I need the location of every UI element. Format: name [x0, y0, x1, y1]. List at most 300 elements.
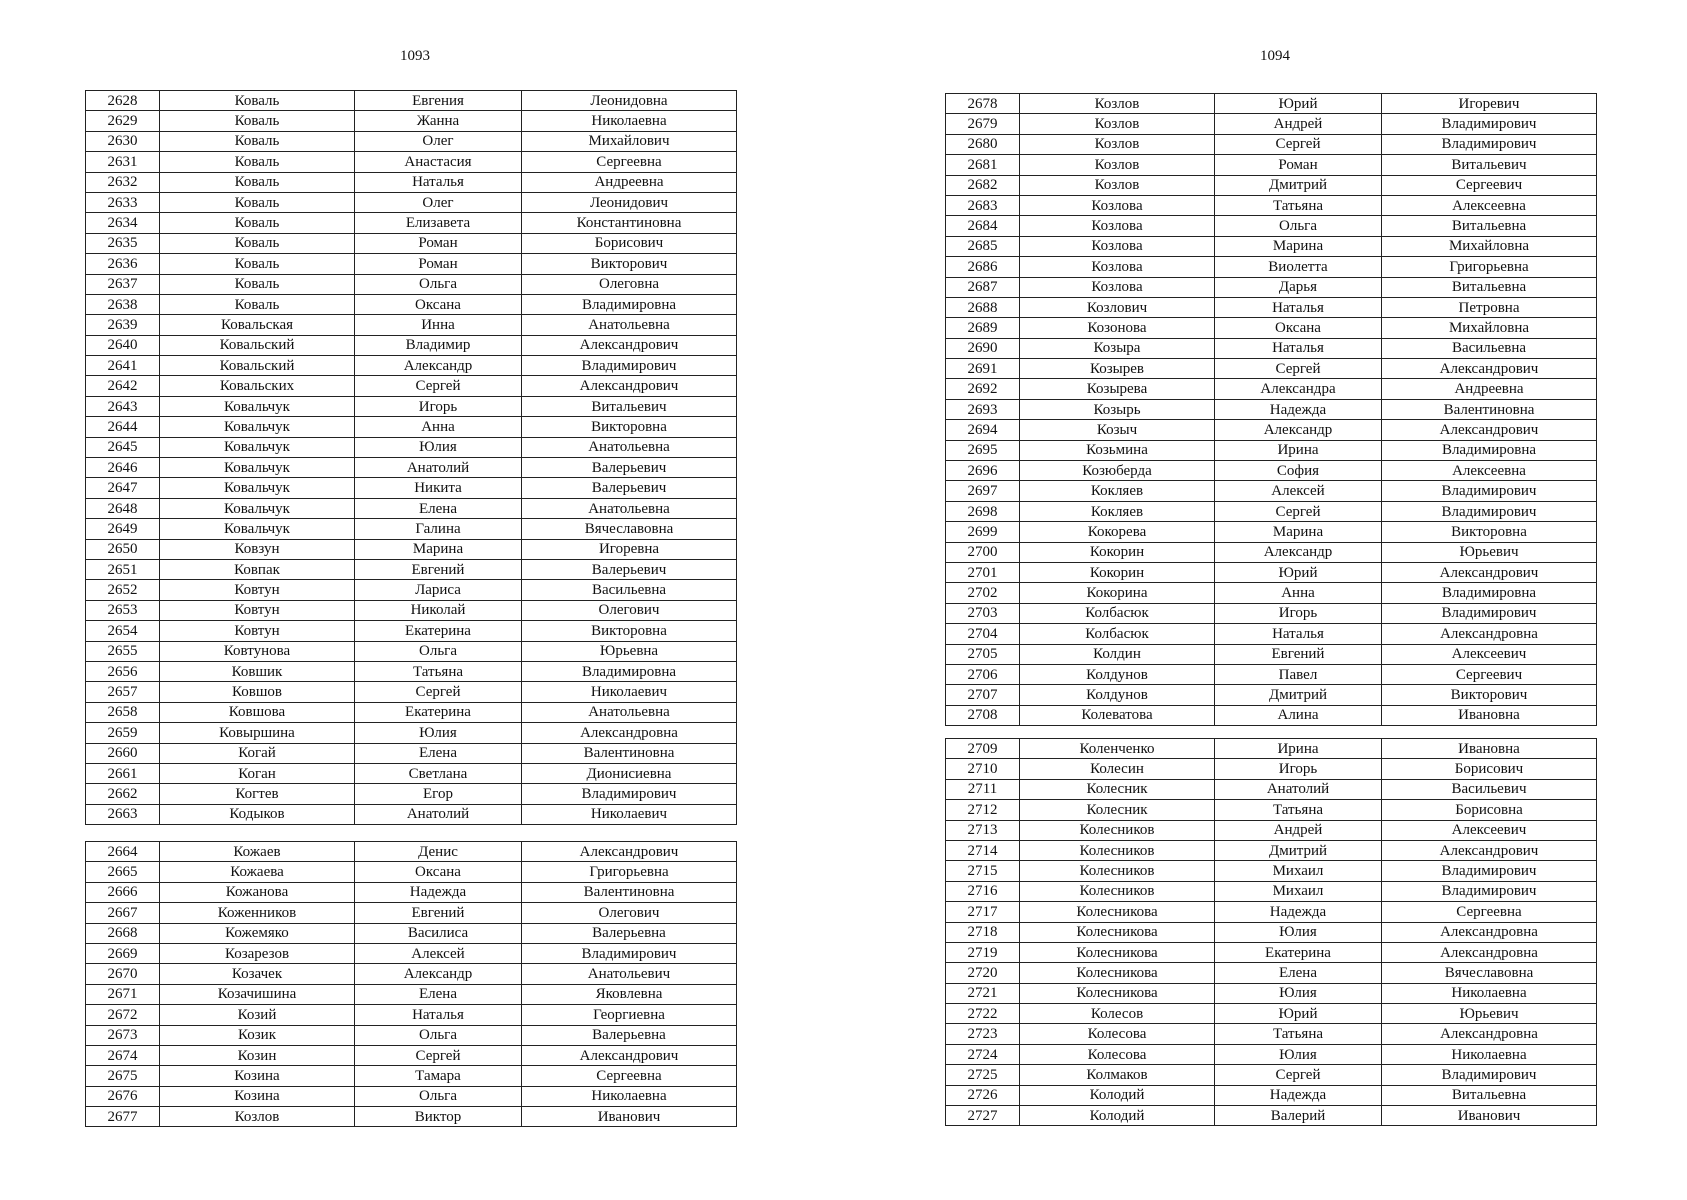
patronymic-cell: Васильевна: [1382, 338, 1597, 358]
patronymic-cell: Сергеевич: [1382, 175, 1597, 195]
table-row: [86, 723, 737, 743]
first-name-cell: Наталья: [1215, 297, 1382, 317]
record-number-cell: 2635: [86, 233, 160, 253]
table-row: [86, 702, 737, 722]
last-name-cell: Колесник: [1020, 800, 1215, 820]
record-number-cell: 2696: [946, 461, 1020, 481]
first-name-cell: Юлия: [1215, 1044, 1382, 1064]
first-name-cell: Юлия: [1215, 983, 1382, 1003]
last-name-cell: Козонова: [1020, 318, 1215, 338]
record-number-cell: 2720: [946, 963, 1020, 983]
table-row: [946, 1106, 1597, 1126]
record-number-cell: 2702: [946, 583, 1020, 603]
first-name-cell: Ирина: [1215, 440, 1382, 460]
record-number-cell: 2697: [946, 481, 1020, 501]
registry-table: [945, 738, 1597, 1126]
record-number-cell: 2634: [86, 213, 160, 233]
patronymic-cell: Валентиновна: [522, 743, 737, 763]
last-name-cell: Кокляев: [1020, 481, 1215, 501]
first-name-cell: Николай: [355, 600, 522, 620]
last-name-cell: Колесникова: [1020, 942, 1215, 962]
record-number-cell: 2639: [86, 315, 160, 335]
record-number-cell: 2724: [946, 1044, 1020, 1064]
table-row: [946, 216, 1597, 236]
patronymic-cell: Викторович: [1382, 685, 1597, 705]
first-name-cell: Сергей: [1215, 501, 1382, 521]
last-name-cell: Колесников: [1020, 840, 1215, 860]
table-row: [86, 478, 737, 498]
record-number-cell: 2645: [86, 437, 160, 457]
last-name-cell: Колесов: [1020, 1004, 1215, 1024]
first-name-cell: Дмитрий: [1215, 175, 1382, 195]
patronymic-cell: Владимирович: [522, 356, 737, 376]
last-name-cell: Колесин: [1020, 759, 1215, 779]
patronymic-cell: Владимирович: [1382, 1065, 1597, 1085]
record-number-cell: 2681: [946, 155, 1020, 175]
record-number-cell: 2641: [86, 356, 160, 376]
first-name-cell: Евгения: [355, 91, 522, 111]
last-name-cell: Кожанова: [160, 882, 355, 902]
first-name-cell: Юрий: [1215, 1004, 1382, 1024]
patronymic-cell: Васильевич: [1382, 779, 1597, 799]
patronymic-cell: Александровна: [522, 723, 737, 743]
last-name-cell: Колдунов: [1020, 664, 1215, 684]
record-number-cell: 2713: [946, 820, 1020, 840]
patronymic-cell: Александрович: [522, 335, 737, 355]
first-name-cell: Надежда: [1215, 902, 1382, 922]
last-name-cell: Козырь: [1020, 399, 1215, 419]
first-name-cell: Наталья: [1215, 624, 1382, 644]
patronymic-cell: Викторович: [522, 254, 737, 274]
patronymic-cell: Анатольевна: [522, 498, 737, 518]
first-name-cell: Жанна: [355, 111, 522, 131]
record-number-cell: 2688: [946, 297, 1020, 317]
patronymic-cell: Александровна: [1382, 922, 1597, 942]
patronymic-cell: Валентиновна: [522, 882, 737, 902]
last-name-cell: Коган: [160, 763, 355, 783]
patronymic-cell: Владимировна: [1382, 583, 1597, 603]
last-name-cell: Козлович: [1020, 297, 1215, 317]
patronymic-cell: Владимировна: [522, 661, 737, 681]
first-name-cell: Татьяна: [355, 661, 522, 681]
first-name-cell: Олег: [355, 192, 522, 212]
record-number-cell: 2652: [86, 580, 160, 600]
record-number-cell: 2676: [86, 1086, 160, 1106]
patronymic-cell: Валерьевна: [522, 1025, 737, 1045]
record-number-cell: 2667: [86, 903, 160, 923]
table-row: [86, 743, 737, 763]
last-name-cell: Колеватова: [1020, 705, 1215, 725]
first-name-cell: Елизавета: [355, 213, 522, 233]
patronymic-cell: Александрович: [1382, 420, 1597, 440]
last-name-cell: Кокорева: [1020, 522, 1215, 542]
table-row: [946, 685, 1597, 705]
table-row: [946, 603, 1597, 623]
last-name-cell: Ковтун: [160, 600, 355, 620]
first-name-cell: Андрей: [1215, 820, 1382, 840]
table-row: [86, 1107, 737, 1127]
record-number-cell: 2663: [86, 804, 160, 824]
patronymic-cell: Андреевна: [522, 172, 737, 192]
first-name-cell: Ирина: [1215, 739, 1382, 759]
table-row: [86, 417, 737, 437]
record-number-cell: 2695: [946, 440, 1020, 460]
last-name-cell: Коваль: [160, 111, 355, 131]
first-name-cell: Алексей: [355, 943, 522, 963]
last-name-cell: Козлов: [1020, 114, 1215, 134]
table-row: [86, 923, 737, 943]
first-name-cell: Олег: [355, 131, 522, 151]
record-number-cell: 2661: [86, 763, 160, 783]
patronymic-cell: Леонидович: [522, 192, 737, 212]
last-name-cell: Козлов: [1020, 175, 1215, 195]
first-name-cell: Татьяна: [1215, 195, 1382, 215]
record-number-cell: 2717: [946, 902, 1020, 922]
last-name-cell: Когай: [160, 743, 355, 763]
patronymic-cell: Сергеевна: [522, 1066, 737, 1086]
first-name-cell: Евгений: [355, 559, 522, 579]
first-name-cell: Валерий: [1215, 1106, 1382, 1126]
last-name-cell: Козюберда: [1020, 461, 1215, 481]
patronymic-cell: Юрьевич: [1382, 542, 1597, 562]
first-name-cell: Сергей: [1215, 134, 1382, 154]
patronymic-cell: Михайловна: [1382, 318, 1597, 338]
patronymic-cell: Михайловна: [1382, 236, 1597, 256]
registry-table: [85, 841, 737, 1127]
first-name-cell: Екатерина: [355, 702, 522, 722]
patronymic-cell: Леонидовна: [522, 91, 737, 111]
record-number-cell: 2723: [946, 1024, 1020, 1044]
table-row: [946, 1044, 1597, 1064]
first-name-cell: Никита: [355, 478, 522, 498]
patronymic-cell: Борисович: [522, 233, 737, 253]
table-row: [86, 964, 737, 984]
last-name-cell: Козыра: [1020, 338, 1215, 358]
first-name-cell: Алексей: [1215, 481, 1382, 501]
first-name-cell: Марина: [1215, 236, 1382, 256]
record-number-cell: 2669: [86, 943, 160, 963]
record-number-cell: 2636: [86, 254, 160, 274]
record-number-cell: 2722: [946, 1004, 1020, 1024]
table-row: [946, 277, 1597, 297]
table-row: [946, 379, 1597, 399]
record-number-cell: 2668: [86, 923, 160, 943]
table-row: [86, 294, 737, 314]
last-name-cell: Колдунов: [1020, 685, 1215, 705]
table-row: [946, 542, 1597, 562]
table-row: [946, 175, 1597, 195]
table-row: [86, 943, 737, 963]
table-row: [946, 134, 1597, 154]
record-number-cell: 2673: [86, 1025, 160, 1045]
patronymic-cell: Александровна: [1382, 624, 1597, 644]
table-row: [946, 399, 1597, 419]
patronymic-cell: Игоревич: [1382, 94, 1597, 114]
first-name-cell: Елена: [355, 984, 522, 1004]
first-name-cell: Оксана: [1215, 318, 1382, 338]
record-number-cell: 2704: [946, 624, 1020, 644]
record-number-cell: 2690: [946, 338, 1020, 358]
last-name-cell: Коленченко: [1020, 739, 1215, 759]
first-name-cell: Александр: [355, 964, 522, 984]
patronymic-cell: Николаевна: [522, 1086, 737, 1106]
patronymic-cell: Валерьевич: [522, 559, 737, 579]
table-row: [86, 763, 737, 783]
last-name-cell: Ковальчук: [160, 396, 355, 416]
first-name-cell: Татьяна: [1215, 1024, 1382, 1044]
last-name-cell: Колесников: [1020, 820, 1215, 840]
table-row: [946, 257, 1597, 277]
patronymic-cell: Валерьевич: [522, 458, 737, 478]
table-row: [946, 236, 1597, 256]
last-name-cell: Колбасюк: [1020, 603, 1215, 623]
first-name-cell: Марина: [355, 539, 522, 559]
record-number-cell: 2686: [946, 257, 1020, 277]
patronymic-cell: Андреевна: [1382, 379, 1597, 399]
record-number-cell: 2711: [946, 779, 1020, 799]
table-row: [946, 195, 1597, 215]
first-name-cell: Лариса: [355, 580, 522, 600]
last-name-cell: Козлов: [1020, 155, 1215, 175]
last-name-cell: Коваль: [160, 131, 355, 151]
record-number-cell: 2671: [86, 984, 160, 1004]
record-number-cell: 2677: [86, 1107, 160, 1127]
table-row: [946, 705, 1597, 725]
table-row: [946, 461, 1597, 481]
last-name-cell: Колесникова: [1020, 922, 1215, 942]
last-name-cell: Ковальских: [160, 376, 355, 396]
last-name-cell: Колдин: [1020, 644, 1215, 664]
table-row: [946, 861, 1597, 881]
record-number-cell: 2651: [86, 559, 160, 579]
patronymic-cell: Валентиновна: [1382, 399, 1597, 419]
table-row: [946, 624, 1597, 644]
table-row: [86, 1086, 737, 1106]
patronymic-cell: Юрьевна: [522, 641, 737, 661]
table-row: [86, 600, 737, 620]
last-name-cell: Козин: [160, 1045, 355, 1065]
record-number-cell: 2649: [86, 519, 160, 539]
table-row: [86, 903, 737, 923]
record-number-cell: 2655: [86, 641, 160, 661]
table-row: [946, 522, 1597, 542]
patronymic-cell: Владимирович: [1382, 501, 1597, 521]
first-name-cell: Игорь: [1215, 759, 1382, 779]
last-name-cell: Ковальский: [160, 335, 355, 355]
first-name-cell: Андрей: [1215, 114, 1382, 134]
record-number-cell: 2718: [946, 922, 1020, 942]
table-row: [86, 519, 737, 539]
patronymic-cell: Георгиевна: [522, 1005, 737, 1025]
first-name-cell: Дмитрий: [1215, 685, 1382, 705]
patronymic-cell: Владимировна: [522, 294, 737, 314]
table-row: [86, 213, 737, 233]
table-row: [86, 498, 737, 518]
first-name-cell: Наталья: [1215, 338, 1382, 358]
record-number-cell: 2687: [946, 277, 1020, 297]
table-row: [86, 376, 737, 396]
record-number-cell: 2642: [86, 376, 160, 396]
patronymic-cell: Ивановна: [1382, 739, 1597, 759]
record-number-cell: 2662: [86, 784, 160, 804]
first-name-cell: Василиса: [355, 923, 522, 943]
last-name-cell: Коваль: [160, 274, 355, 294]
record-number-cell: 2698: [946, 501, 1020, 521]
record-number-cell: 2646: [86, 458, 160, 478]
patronymic-cell: Николаевна: [522, 111, 737, 131]
first-name-cell: Сергей: [1215, 359, 1382, 379]
page-number: 1093: [400, 48, 430, 64]
first-name-cell: Владимир: [355, 335, 522, 355]
first-name-cell: Александра: [1215, 379, 1382, 399]
last-name-cell: Козлов: [1020, 134, 1215, 154]
last-name-cell: Козачишина: [160, 984, 355, 1004]
table-row: [86, 842, 737, 862]
patronymic-cell: Владимирович: [1382, 481, 1597, 501]
table-row: [86, 458, 737, 478]
patronymic-cell: Александрович: [522, 1045, 737, 1065]
first-name-cell: Игорь: [355, 396, 522, 416]
last-name-cell: Кожемяко: [160, 923, 355, 943]
record-number-cell: 2680: [946, 134, 1020, 154]
first-name-cell: Тамара: [355, 1066, 522, 1086]
first-name-cell: Александр: [1215, 542, 1382, 562]
last-name-cell: Козина: [160, 1086, 355, 1106]
table-row: [86, 172, 737, 192]
patronymic-cell: Григорьевна: [522, 862, 737, 882]
record-number-cell: 2679: [946, 114, 1020, 134]
last-name-cell: Ковтунова: [160, 641, 355, 661]
record-number-cell: 2700: [946, 542, 1020, 562]
table-row: [86, 254, 737, 274]
patronymic-cell: Николаевна: [1382, 1044, 1597, 1064]
patronymic-cell: Александрович: [522, 842, 737, 862]
record-number-cell: 2678: [946, 94, 1020, 114]
patronymic-cell: Анатольевич: [522, 964, 737, 984]
record-number-cell: 2665: [86, 862, 160, 882]
patronymic-cell: Сергеевна: [522, 152, 737, 172]
first-name-cell: Елена: [355, 498, 522, 518]
last-name-cell: Козыч: [1020, 420, 1215, 440]
first-name-cell: Надежда: [1215, 1085, 1382, 1105]
first-name-cell: Алина: [1215, 705, 1382, 725]
patronymic-cell: Ивановна: [1382, 705, 1597, 725]
table-row: [86, 152, 737, 172]
record-number-cell: 2631: [86, 152, 160, 172]
first-name-cell: Анастасия: [355, 152, 522, 172]
first-name-cell: Александр: [1215, 420, 1382, 440]
last-name-cell: Кожаева: [160, 862, 355, 882]
patronymic-cell: Алексеевна: [1382, 195, 1597, 215]
patronymic-cell: Владимирович: [1382, 861, 1597, 881]
first-name-cell: Сергей: [355, 682, 522, 702]
patronymic-cell: Борисовна: [1382, 800, 1597, 820]
record-number-cell: 2658: [86, 702, 160, 722]
table-row: [946, 644, 1597, 664]
first-name-cell: Юрий: [1215, 94, 1382, 114]
last-name-cell: Коваль: [160, 172, 355, 192]
last-name-cell: Когтев: [160, 784, 355, 804]
first-name-cell: Роман: [1215, 155, 1382, 175]
table-row: [946, 440, 1597, 460]
patronymic-cell: Витальевна: [1382, 1085, 1597, 1105]
table-row: [946, 1065, 1597, 1085]
first-name-cell: Екатерина: [1215, 942, 1382, 962]
last-name-cell: Козий: [160, 1005, 355, 1025]
last-name-cell: Коваль: [160, 254, 355, 274]
last-name-cell: Кожаев: [160, 842, 355, 862]
patronymic-cell: Владимирович: [1382, 114, 1597, 134]
last-name-cell: Ковшова: [160, 702, 355, 722]
record-number-cell: 2716: [946, 881, 1020, 901]
record-number-cell: 2699: [946, 522, 1020, 542]
last-name-cell: Ковтун: [160, 580, 355, 600]
table-row: [86, 111, 737, 131]
patronymic-cell: Владимирович: [1382, 134, 1597, 154]
first-name-cell: Анна: [1215, 583, 1382, 603]
table-row: [946, 902, 1597, 922]
patronymic-cell: Анатольевна: [522, 702, 737, 722]
last-name-cell: Колесников: [1020, 861, 1215, 881]
patronymic-cell: Александрович: [1382, 840, 1597, 860]
patronymic-cell: Александрович: [522, 376, 737, 396]
table-row: [86, 1025, 737, 1045]
first-name-cell: Денис: [355, 842, 522, 862]
table-row: [946, 963, 1597, 983]
record-number-cell: 2644: [86, 417, 160, 437]
last-name-cell: Ковальчук: [160, 519, 355, 539]
table-row: [946, 481, 1597, 501]
table-row: [86, 335, 737, 355]
patronymic-cell: Александровна: [1382, 1024, 1597, 1044]
record-number-cell: 2692: [946, 379, 1020, 399]
record-number-cell: 2648: [86, 498, 160, 518]
last-name-cell: Козлов: [1020, 94, 1215, 114]
record-number-cell: 2670: [86, 964, 160, 984]
table-row: [946, 779, 1597, 799]
first-name-cell: Егор: [355, 784, 522, 804]
patronymic-cell: Валерьевна: [522, 923, 737, 943]
patronymic-cell: Васильевна: [522, 580, 737, 600]
record-number-cell: 2650: [86, 539, 160, 559]
patronymic-cell: Алексеевна: [1382, 461, 1597, 481]
record-number-cell: 2689: [946, 318, 1020, 338]
record-number-cell: 2633: [86, 192, 160, 212]
first-name-cell: Михаил: [1215, 881, 1382, 901]
patronymic-cell: Яковлевна: [522, 984, 737, 1004]
patronymic-cell: Николаевич: [522, 804, 737, 824]
last-name-cell: Ковальчук: [160, 478, 355, 498]
patronymic-cell: Владимирович: [1382, 603, 1597, 623]
record-number-cell: 2712: [946, 800, 1020, 820]
record-number-cell: 2726: [946, 1085, 1020, 1105]
record-number-cell: 2725: [946, 1065, 1020, 1085]
patronymic-cell: Борисович: [1382, 759, 1597, 779]
last-name-cell: Кокляев: [1020, 501, 1215, 521]
last-name-cell: Кокорин: [1020, 562, 1215, 582]
table-row: [946, 297, 1597, 317]
table-row: [86, 396, 737, 416]
last-name-cell: Ковтун: [160, 621, 355, 641]
first-name-cell: Ольга: [1215, 216, 1382, 236]
record-number-cell: 2638: [86, 294, 160, 314]
patronymic-cell: Витальевич: [1382, 155, 1597, 175]
first-name-cell: Инна: [355, 315, 522, 335]
record-number-cell: 2683: [946, 195, 1020, 215]
patronymic-cell: Викторовна: [522, 621, 737, 641]
record-number-cell: 2703: [946, 603, 1020, 623]
record-number-cell: 2691: [946, 359, 1020, 379]
